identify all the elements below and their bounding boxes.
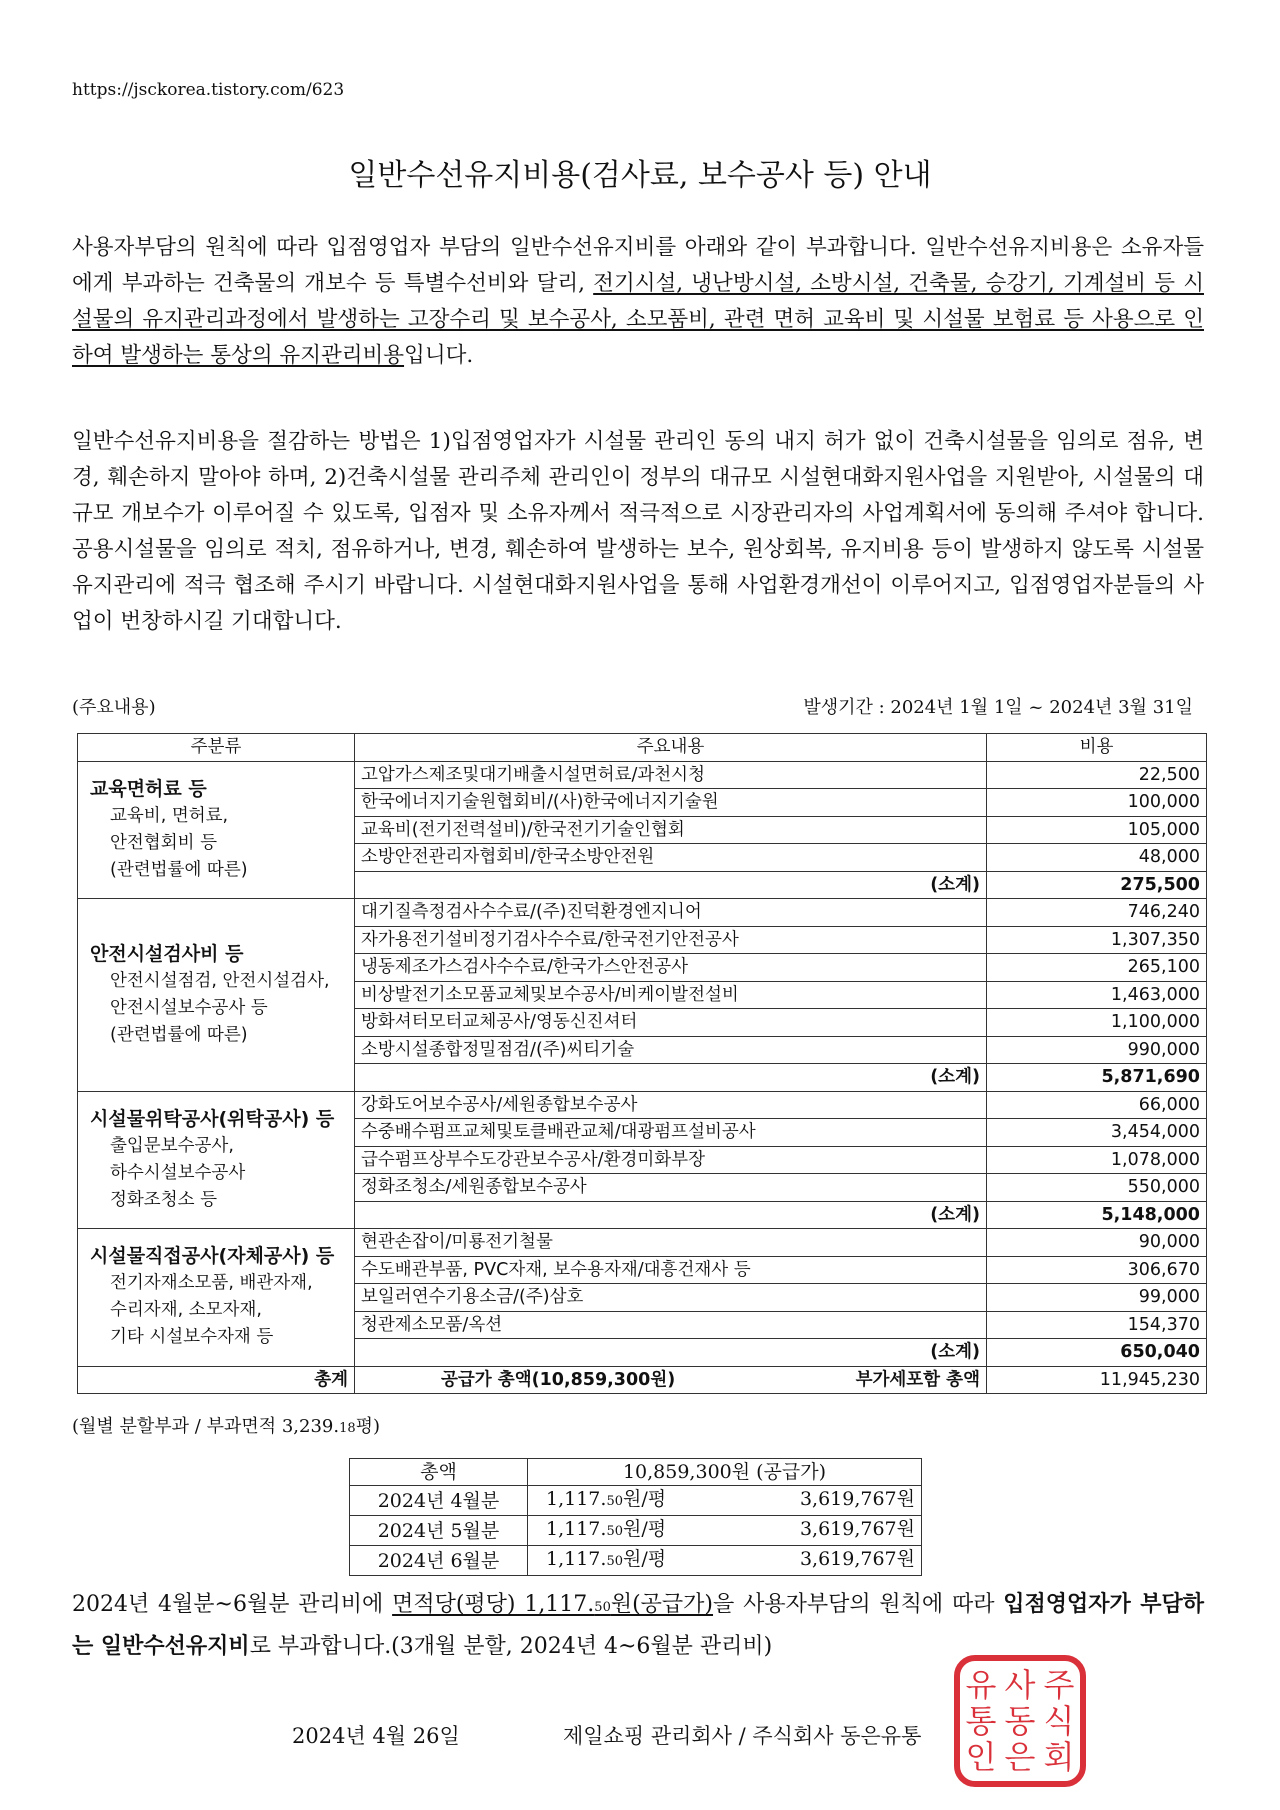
item-cost: 550,000 [987, 1174, 1207, 1202]
item-name: 보일러연수기용소금/(주)삼호 [355, 1284, 987, 1312]
category-desc: 교육비, 면허료, [110, 805, 229, 826]
monthly-detail [528, 1516, 922, 1546]
subtotal-label: (소계) [355, 871, 987, 899]
table-header-row [78, 734, 1207, 762]
item-name: 소방안전관리자협회비/한국소방안전원 [355, 844, 987, 872]
saving-paragraph: 일반수선유지비용을 절감하는 방법은 1)입점영업자가 시설물 관리인 동의 내지 허가 없이 건축시설물을 임의로 점유, 변경, 훼손하지 말아야 하며, 2)건축시설물 관리주체 관리인이 정부의 대규모 시설현대화지원사업을 지원받아, 시설물의 대규모 개보수가 이루어질 수 있도록, 입점자 및 소유자께서 적극적으로 시장관리자의 사업계획서에 동의해 주셔야 합니다. 공용시설물을 임의로 적치, 점유하거나, 변경, 훼손하여 발생하는 보수, 원상회복, 유지비용 등이 발생하지 않도록 시설물유지관리에 적극 협조해 주시기 바랍니다. 시설현대화지원사업을 통해 사업환경개선이 이루어지고, 입점영업자분들의 사업이 번창하시길 기대합니다. [72, 429, 1204, 634]
monthly-header-right: 10,859,300원 (공급가) [528, 1459, 922, 1486]
seal-char: 사 [1004, 1666, 1036, 1704]
item-cost: 1,100,000 [987, 1009, 1207, 1037]
monthly-note-dec: 18 [339, 1421, 356, 1436]
total-label: 총계 [78, 1366, 355, 1394]
closing-rate-dec: 50 [594, 1600, 611, 1615]
monthly-rate-unit: 원/평 [622, 1548, 667, 1570]
subtotal-value: 5,148,000 [987, 1201, 1207, 1229]
item-cost: 99,000 [987, 1284, 1207, 1312]
subtotal-value: 5,871,690 [987, 1064, 1207, 1092]
item-name: 대기질측정검사수수료/(주)진덕환경엔지니어 [355, 899, 987, 927]
item-cost: 90,000 [987, 1229, 1207, 1257]
period-text: 발생기간 : 2024년 1월 1일 ~ 2024년 3월 31일 [803, 697, 1193, 718]
monthly-amount: 3,619,767원 [799, 1548, 915, 1570]
item-name: 냉동제조가스검사수수료/한국가스안전공사 [355, 954, 987, 982]
seal-char: 동 [1004, 1702, 1036, 1740]
monthly-amount: 3,619,767원 [799, 1518, 915, 1540]
table-row [78, 899, 1207, 927]
monthly-rate-int: 1,117. [546, 1548, 607, 1570]
category-desc: 기타 시설보수자재 등 [110, 1327, 274, 1348]
item-name: 소방시설종합정밀점검/(주)씨티기술 [355, 1036, 987, 1064]
monthly-rate-dec: 50 [606, 1494, 623, 1509]
seal-char: 인 [965, 1738, 997, 1776]
header-category: 주분류 [78, 734, 355, 762]
subtotal-label: (소계) [355, 1201, 987, 1229]
item-cost: 990,000 [987, 1036, 1207, 1064]
item-name: 급수펌프상부수도강관보수공사/환경미화부장 [355, 1146, 987, 1174]
item-cost: 105,000 [987, 816, 1207, 844]
monthly-amount: 3,619,767원 [799, 1488, 915, 1510]
item-cost: 3,454,000 [987, 1119, 1207, 1147]
item-name: 고압가스제조및대기배출시설면허료/과천시청 [355, 761, 987, 789]
table-body [78, 761, 1207, 1366]
intro-text-underlined: 전기시설, 냉난방시설, 소방시설, 건축물, 승강기, 기계설비 등 시설물의 유지관리과정에서 발생하는 고장수리 및 보수공사, 소모품비, 관련 면허 교육비 및 시설물 보험료 등 사용으로 인하여 발생하는 통상의 유지관리비용 [72, 271, 1204, 368]
total-vat-value: 11,945,230 [987, 1366, 1207, 1394]
monthly-rate [534, 1548, 666, 1570]
item-name: 비상발전기소모품교체및보수공사/비케이발전설비 [355, 981, 987, 1009]
header-content: 주요내용 [355, 734, 987, 762]
monthly-rate-unit: 원/평 [622, 1518, 667, 1540]
monthly-row [350, 1486, 922, 1516]
item-cost: 48,000 [987, 844, 1207, 872]
seal-char: 유 [965, 1666, 997, 1704]
monthly-rate-unit: 원/평 [622, 1488, 667, 1510]
monthly-header-row [350, 1459, 922, 1486]
seal-char: 회 [1043, 1738, 1075, 1776]
closing-rate [392, 1592, 713, 1617]
category-title: 시설물직접공사(자체공사) 등 [90, 1245, 335, 1268]
seal-char: 통 [965, 1702, 997, 1740]
monthly-rate [534, 1488, 666, 1510]
item-name: 수중배수펌프교체및토클배관교체/대광펌프설비공사 [355, 1119, 987, 1147]
item-cost: 746,240 [987, 899, 1207, 927]
category-cell [78, 761, 355, 899]
monthly-rate-int: 1,117. [546, 1488, 607, 1510]
category-title: 교육면허료 등 [90, 777, 207, 800]
item-cost: 22,500 [987, 761, 1207, 789]
monthly-detail [528, 1486, 922, 1516]
expense-table [77, 733, 1207, 1394]
monthly-rate-dec: 50 [606, 1554, 623, 1569]
subtotal-value: 275,500 [987, 871, 1207, 899]
category-desc: 정화조청소 등 [110, 1189, 217, 1210]
issuer-name: 제일쇼핑 관리회사 / 주식회사 동은유통 [563, 1724, 922, 1748]
total-vat-label: 부가세포함 총액 [855, 1369, 980, 1390]
main-content-label: (주요내용) [72, 697, 156, 718]
monthly-detail [528, 1546, 922, 1576]
category-desc: 출입문보수공사, [110, 1135, 234, 1156]
subtotal-label: (소계) [355, 1339, 987, 1367]
table-row [78, 761, 1207, 789]
closing-part3: 을 사용자부담의 원칙에 따라 [713, 1592, 1004, 1617]
intro-paragraph [72, 230, 1204, 374]
category-desc: 수리자재, 소모자재, [110, 1300, 262, 1321]
intro-text-plain: 사용자부담의 원칙에 따라 입점영업자 부담의 일반수선유지비를 아래와 같이 부과합니다. 일반수선유지비용은 소유자들에게 부과하는 건축물의 개보수 등 특별수선비와 달리, [72, 235, 1204, 296]
table-row [78, 1091, 1207, 1119]
monthly-note [72, 1412, 380, 1438]
closing-part1: 2024년 4월분~6월분 관리비에 [72, 1592, 393, 1617]
monthly-rate-int: 1,117. [546, 1518, 607, 1540]
category-desc: 안전시설점검, 안전시설검사, [110, 970, 330, 991]
monthly-table [349, 1458, 922, 1576]
item-name: 정화조청소/세원종합보수공사 [355, 1174, 987, 1202]
category-title: 안전시설검사비 등 [90, 942, 244, 965]
monthly-header-left: 총액 [350, 1459, 528, 1486]
category-desc: 안전협회비 등 [110, 832, 217, 853]
item-name: 한국에너지기술원협회비/(사)한국에너지기술원 [355, 789, 987, 817]
seal-char: 주 [1043, 1666, 1075, 1704]
item-cost: 1,307,350 [987, 926, 1207, 954]
subtotal-value: 650,040 [987, 1339, 1207, 1367]
category-cell [78, 1091, 355, 1229]
item-name: 현관손잡이/미룡전기철물 [355, 1229, 987, 1257]
page-title: 일반수선유지비용(검사료, 보수공사 등) 안내 [348, 158, 932, 193]
monthly-rate-dec: 50 [606, 1524, 623, 1539]
item-cost: 66,000 [987, 1091, 1207, 1119]
subtotal-label: (소계) [355, 1064, 987, 1092]
issue-date: 2024년 4월 26일 [292, 1724, 460, 1748]
item-cost: 1,078,000 [987, 1146, 1207, 1174]
category-desc: (관련법률에 따른) [110, 1024, 248, 1045]
monthly-row [350, 1516, 922, 1546]
table-row [78, 1229, 1207, 1257]
item-cost: 265,100 [987, 954, 1207, 982]
source-url: https://jsckorea.tistory.com/623 [72, 80, 345, 100]
category-desc: 전기자재소모품, 배관자재, [110, 1273, 313, 1294]
monthly-month: 2024년 5월분 [350, 1516, 528, 1546]
total-supply-cell [355, 1366, 987, 1394]
category-title: 시설물위탁공사(위탁공사) 등 [90, 1107, 335, 1130]
item-cost: 1,463,000 [987, 981, 1207, 1009]
item-name: 강화도어보수공사/세원종합보수공사 [355, 1091, 987, 1119]
item-cost: 100,000 [987, 789, 1207, 817]
monthly-note-post: 평) [355, 1416, 381, 1437]
category-cell [78, 1229, 355, 1367]
category-desc: (관련법률에 따른) [110, 859, 248, 880]
item-name: 청관제소모품/옥션 [355, 1311, 987, 1339]
monthly-rate [534, 1518, 666, 1540]
category-cell [78, 899, 355, 1092]
closing-rate-int: 면적당(평당) 1,117. [392, 1592, 595, 1617]
monthly-note-pre: (월별 분할부과 / 부과면적 3,239. [72, 1416, 340, 1437]
company-seal-icon [953, 1654, 1087, 1788]
total-row [78, 1366, 1207, 1394]
monthly-month: 2024년 4월분 [350, 1486, 528, 1516]
closing-part5: 로 부과합니다.(3개월 분할, 2024년 4~6월분 관리비) [249, 1634, 773, 1659]
seal-char: 은 [1004, 1738, 1036, 1776]
item-cost: 306,670 [987, 1256, 1207, 1284]
monthly-row [350, 1546, 922, 1576]
total-supply: 공급가 총액(10,859,300원) [441, 1369, 676, 1390]
monthly-body [350, 1486, 922, 1576]
header-cost: 비용 [987, 734, 1207, 762]
closing-part4: 입점영업자가 부담하는 일반수선유지비 [72, 1591, 1204, 1659]
intro-text-end: 입니다. [404, 343, 474, 368]
seal-characters [966, 1666, 1075, 1776]
item-name: 방화셔터모터교체공사/영동신진셔터 [355, 1009, 987, 1037]
seal-char: 식 [1043, 1702, 1075, 1740]
item-cost: 154,370 [987, 1311, 1207, 1339]
category-desc: 안전시설보수공사 등 [110, 997, 268, 1018]
closing-rate-post: 원(공급가) [610, 1592, 714, 1617]
category-desc: 하수시설보수공사 [110, 1162, 246, 1183]
item-name: 수도배관부품, PVC자재, 보수용자재/대흥건재사 등 [355, 1256, 987, 1284]
item-name: 교육비(전기전력설비)/한국전기기술인협회 [355, 816, 987, 844]
monthly-month: 2024년 6월분 [350, 1546, 528, 1576]
item-name: 자가용전기설비정기검사수수료/한국전기안전공사 [355, 926, 987, 954]
